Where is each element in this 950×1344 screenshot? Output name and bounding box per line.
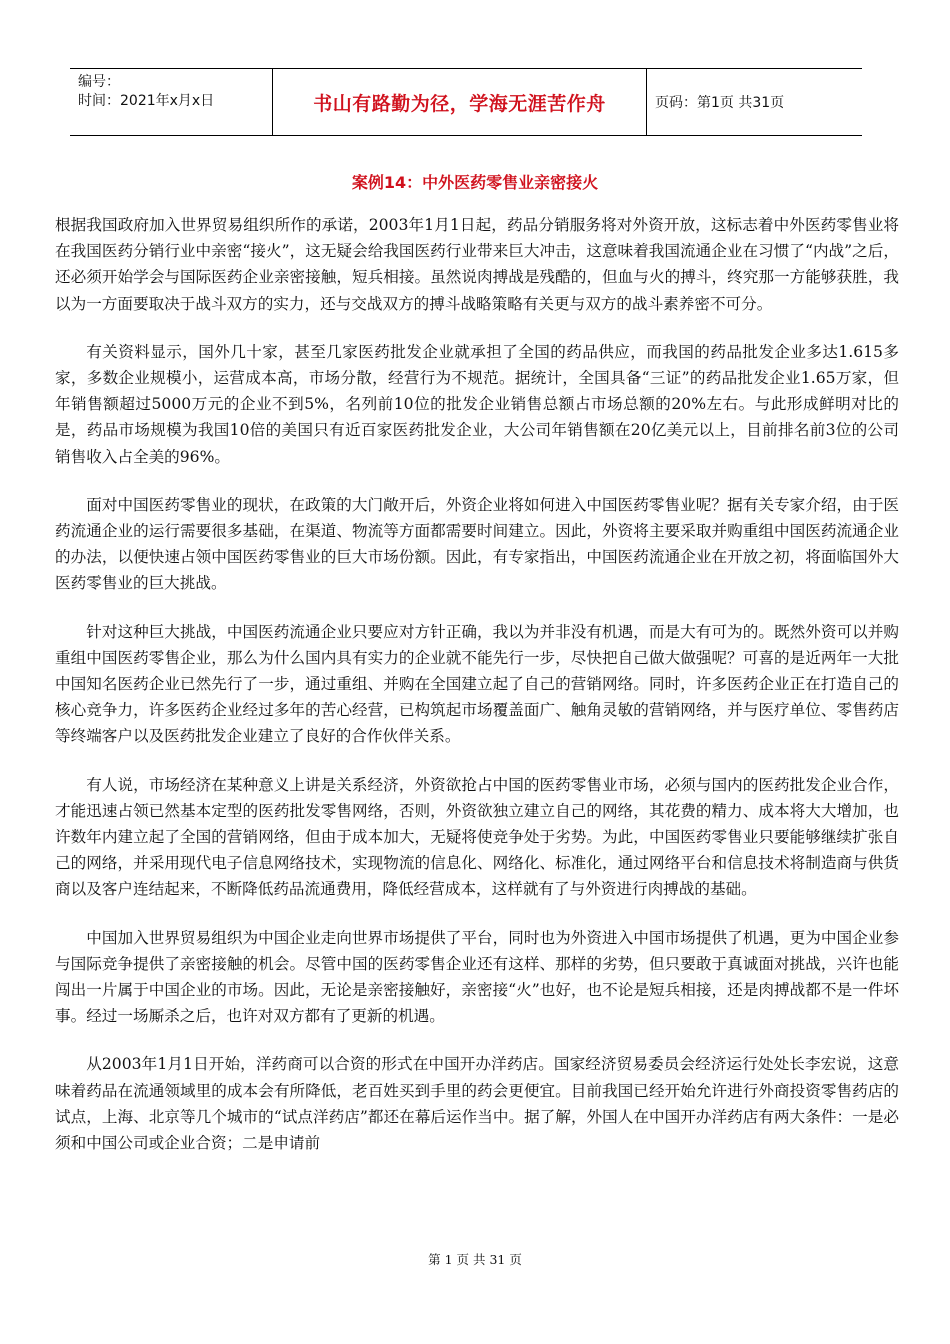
paragraph: 针对这种巨大挑战，中国医药流通企业只要应对方针正确，我以为并非没有机遇，而是大有可为的。既然外资可以并购重组中国医药零售企业，那么为什么国内具有实力的企业就不能先行一步，尽快把自己做大做强呢？可喜的是近两年一大批中国知名医药企业已然先行了一步，通过重组、并购在全国建立起了自己的营销网络。同时，许多医药企业正在打造自己的核心竞争力，许多医药企业经过多年的苦心经营，已构筑起市场覆盖面广、触角灵敏的营销网络，并与医疗单位、零售药店等终端客户以及医药批发企业建立了良好的合作伙伴关系。: [55, 622, 899, 746]
paragraph: 有人说，市场经济在某种意义上讲是关系经济，外资欲抢占中国的医药零售业市场，必须与国内的医药批发企业合作，才能迅速占领已然基本定型的医药批发零售网络，否则，外资欲独立建立自己的网络，其花费的精力、成本将大大增加，也许数年内建立起了全国的营销网络，但由于成本加大，无疑将使竞争处于劣势。为此，中国医药零售业只要能够继续扩张自己的网络，并采用现代电子信息网络技术，实现物流的信息化、网络化、标准化，通过网络平台和信息技术将制造商与供货商以及客户连结起来，不断降低药品流通费用，降低经营成本，这样就有了与外资进行肉搏战的基础。: [55, 775, 899, 899]
page-footer: 第 1 页 共 31 页: [428, 1252, 522, 1267]
paragraph: 中国加入世界贸易组织为中国企业走向世界市场提供了平台，同时也为外资进入中国市场提供了机遇，更为中国企业参与国际竞争提供了亲密接触的机会。尽管中国的医药零售企业还有这样、那样的劣势，但只要敢于真诚面对挑战，兴许也能闯出一片属于中国企业的市场。因此，无论是亲密接触好，亲密接“火”也好，也不论是短兵相接，还是肉搏战都不是一件坏事。经过一场厮杀之后，也许对双方都有了更新的机遇。: [55, 928, 899, 1026]
header-page-info: 页码：第1页 共31页: [655, 95, 785, 111]
paragraph: 根据我国政府加入世界贸易组织所作的承诺，2003年1月1日起，药品分销服务将对外资开放，这标志着中外医药零售业将在我国医药分销行业中亲密“接火”，这无疑会给我国医药行业带来巨大冲击，这意味着我国流通企业在习惯了“内战”之后，还必须开始学会与国际医药企业亲密接触，短兵相接。虽然说肉搏战是残酷的，但血与火的搏斗，终究那一方能够获胜，我以为一方面要取决于战斗双方的实力，还与交战双方的搏斗战略策略有关更与双方的战斗素养密不可分。: [55, 216, 899, 313]
paragraph: 从2003年1月1日开始，洋药商可以合资的形式在中国开办洋药店。国家经济贸易委员会经济运行处处长李宏说，这意味着药品在流通领域里的成本会有所降低，老百姓买到手里的药会更便宜。目前我国已经开始允许进行外商投资零售药店的试点，上海、北京等几个城市的“试点洋药店”都还在幕后运作当中。据了解，外国人在中国开办洋药店有两大条件：一是必须和中国公司或企业合资；二是申请前: [55, 1055, 899, 1153]
header-table: [70, 68, 862, 136]
header-motto: 书山有路勤为径，学海无涯苦作舟: [273, 69, 647, 135]
paragraph: 面对中国医药零售业的现状，在政策的大门敞开后，外资企业将如何进入中国医药零售业呢？据有关专家介绍，由于医药流通企业的运行需要很多基础，在渠道、物流等方面都需要时间建立。因此，外资将主要采取并购重组中国医药流通企业的办法，以便快速占领中国医药零售业的巨大市场份额。因此，有专家指出，中国医药流通企业在开放之初，将面临国外大医药零售业的巨大挑战。: [55, 495, 899, 593]
document-body: [55, 212, 899, 1156]
document-title: 案例14：中外医药零售业亲密接火: [351, 173, 599, 192]
document-number-label: 编号：: [78, 74, 120, 90]
paragraph: 有关资料显示，国外几十家，甚至几家医药批发企业就承担了全国的药品供应，而我国的药品批发企业多达1.615多家，多数企业规模小，运营成本高，市场分散，经营行为不规范。据统计，全国具备“三证”的药品批发企业1.65万家，但年销售额超过5000万元的企业不到5%，名列前10位的批发企业销售总额占市场总额的20%左右。与此形成鲜明对比的是，药品市场规模为我国10倍的美国只有近百家医药批发企业，大公司年销售额在20亿美元以上，目前排名前3位的公司销售收入占全美的96%。: [55, 342, 899, 466]
document-time-label: 时间：2021年x月x日: [78, 93, 215, 109]
header-meta-cell: [70, 69, 273, 135]
